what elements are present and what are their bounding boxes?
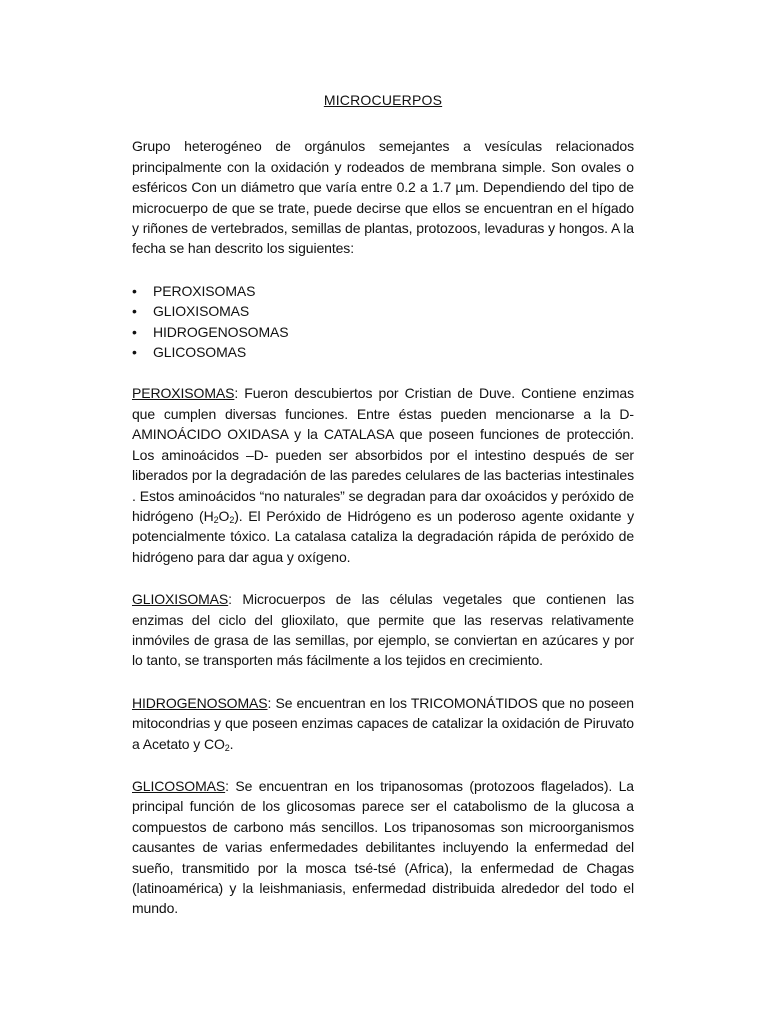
hidrogenosomas-text-1: : Se encuentran en los TRICOMONÁTIDOS que no poseen mitocondrias y que poseen enzimas capaces de catalizar la oxidación de Piruvato a Acetato y CO [132,694,634,752]
peroxisomas-text-2: O [218,507,230,524]
list-item-label: GLIOXISOMAS [153,303,250,320]
bullet-icon: • [132,303,137,320]
hidrogenosomas-paragraph [132,693,634,754]
bullet-icon: • [132,323,137,340]
glicosomas-term: GLICOSOMAS [132,777,226,794]
list-item [132,301,634,321]
microbody-list [132,281,634,363]
list-item-label: GLICOSOMAS [153,344,247,361]
document-page [132,90,634,941]
peroxisomas-subscript-2: 2 [229,514,235,525]
hidrogenosomas-text-2: . [229,735,234,752]
document-title: MICROCUERPOS [323,92,443,108]
glioxisomas-paragraph [132,589,634,671]
glioxisomas-text: : Microcuerpos de las células vegetales que contienen las enzimas del ciclo del glioxilato, que permite que las reservas relativamente inmóviles de grasa de las semillas, por ejemplo, se conviertan en azúcares y por lo tanto, se transporten más fácilmente a los tejidos en crecimiento. [132,591,634,669]
glicosomas-text: : Se encuentran en los tripanosomas (protozoos flagelados). La principal función de los glicosomas parece ser el catabolismo de la glucosa a compuestos de carbono más sencillos. Los tripanosomas son microorganismos causantes de varias enfermedades debilitantes incluyendo la enfermedad del sueño, transmitido por la mosca tsé-tsé (Africa), la enfermedad de Chagas (latinoamérica) y la leishmaniasis, enfermedad distribuida alrededor del todo el mundo. [132,777,634,917]
peroxisomas-text-1: : Fueron descubiertos por Cristian de Duve. Contiene enzimas que cumplen diversas funciones. Entre éstas pueden mencionarse a la D-AMINOÁCIDO OXIDASA y la CATALASA que poseen funciones de protección. Los aminoácidos –D- pueden ser absorbidos por el intestino después de ser liberados por la degradación de las paredes celulares de las bacterias intestinales . Estos aminoácidos “no naturales” se degradan para dar oxoácidos y peróxido de hidrógeno (H [132,385,634,524]
glicosomas-paragraph [132,776,634,919]
hidrogenosomas-subscript: 2 [224,742,230,753]
peroxisomas-paragraph [132,383,634,567]
peroxisomas-text-3: ). El Peróxido de Hidrógeno es un poderoso agente oxidante y potencialmente tóxico. La catalasa cataliza la degradación rápida de peróxido de hidrógeno para dar agua y oxígeno. [132,507,634,565]
hidrogenosomas-term: HIDROGENOSOMAS [132,694,268,711]
peroxisomas-term: PEROXISOMAS [132,385,235,402]
list-item-label: HIDROGENOSOMAS [153,323,289,340]
list-item [132,342,634,362]
glioxisomas-term: GLIOXISOMAS [132,591,229,608]
list-item-label: PEROXISOMAS [153,282,256,299]
list-item [132,281,634,301]
peroxisomas-subscript-1: 2 [213,514,219,525]
list-item [132,322,634,342]
intro-paragraph: Grupo heterogéneo de orgánulos semejantes a vesículas relacionados principalmente con la oxidación y rodeados de membrana simple. Son ovales o esféricos Con un diámetro que varía entre 0.2 a 1.7 µm. Dependiendo del tipo de microcuerpo de que se trate, puede decirse que ellos se encuentran en el hígado y riñones de vertebrados, semillas de plantas, protozoos, levaduras y hongos. A la fecha se han descrito los siguientes: [132,138,634,257]
bullet-icon: • [132,282,137,299]
bullet-icon: • [132,344,137,361]
